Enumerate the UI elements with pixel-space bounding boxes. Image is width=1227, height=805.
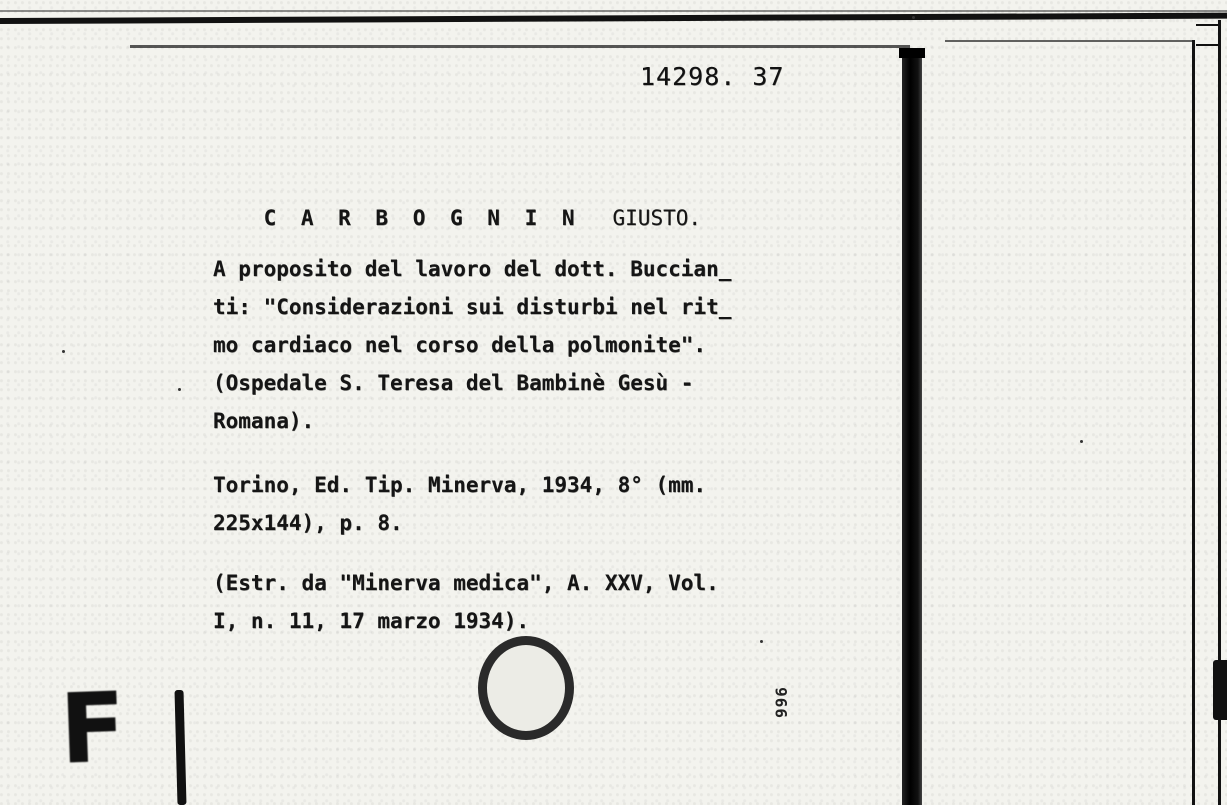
author-heading [213, 182, 701, 254]
extract-line: (Estr. da "Minerva medica", A. XXV, Vol. [213, 571, 719, 595]
top-edge-line [0, 10, 1227, 12]
imprint-line: 225x144), p. 8. [213, 511, 403, 535]
paper-speck [62, 350, 65, 353]
title-block [213, 250, 731, 440]
author-surname: C A R B O G N I N [263, 206, 581, 230]
edge-ink-mark [1213, 660, 1227, 720]
side-stamp-number: 996 [772, 686, 791, 718]
title-line: (Ospedale S. Teresa del Bambinè Gesù - [213, 371, 694, 395]
extract-note-block [213, 564, 719, 640]
adjacent-card-top-edge [945, 40, 1195, 42]
title-line: Romana). [213, 409, 315, 433]
author-given-name: GIUSTO. [612, 206, 702, 230]
corner-bracket [1196, 24, 1220, 46]
paper-speck [1080, 440, 1083, 443]
adjacent-card-edge-line [1192, 40, 1195, 805]
left-ink-stroke [174, 690, 186, 805]
paper-speck [760, 640, 763, 643]
margin-letter: F [58, 671, 128, 786]
card-top-edge [130, 45, 910, 48]
extract-line: I, n. 11, 17 marzo 1934). [213, 609, 530, 633]
title-line: ti: "Considerazioni sui disturbi nel rit_ [213, 295, 732, 319]
imprint-block [213, 466, 706, 542]
punch-hole [478, 636, 574, 740]
top-border-rule [0, 13, 1227, 24]
reference-number: 14298. 37 [640, 62, 785, 91]
card-right-edge-bar [902, 48, 922, 805]
paper-speck [912, 16, 915, 19]
title-line: A proposito del lavoro del dott. Buccian_ [213, 257, 732, 281]
paper-speck [178, 388, 181, 391]
imprint-line: Torino, Ed. Tip. Minerva, 1934, 8° (mm. [213, 473, 707, 497]
title-line: mo cardiaco nel corso della polmonite". [213, 333, 707, 357]
